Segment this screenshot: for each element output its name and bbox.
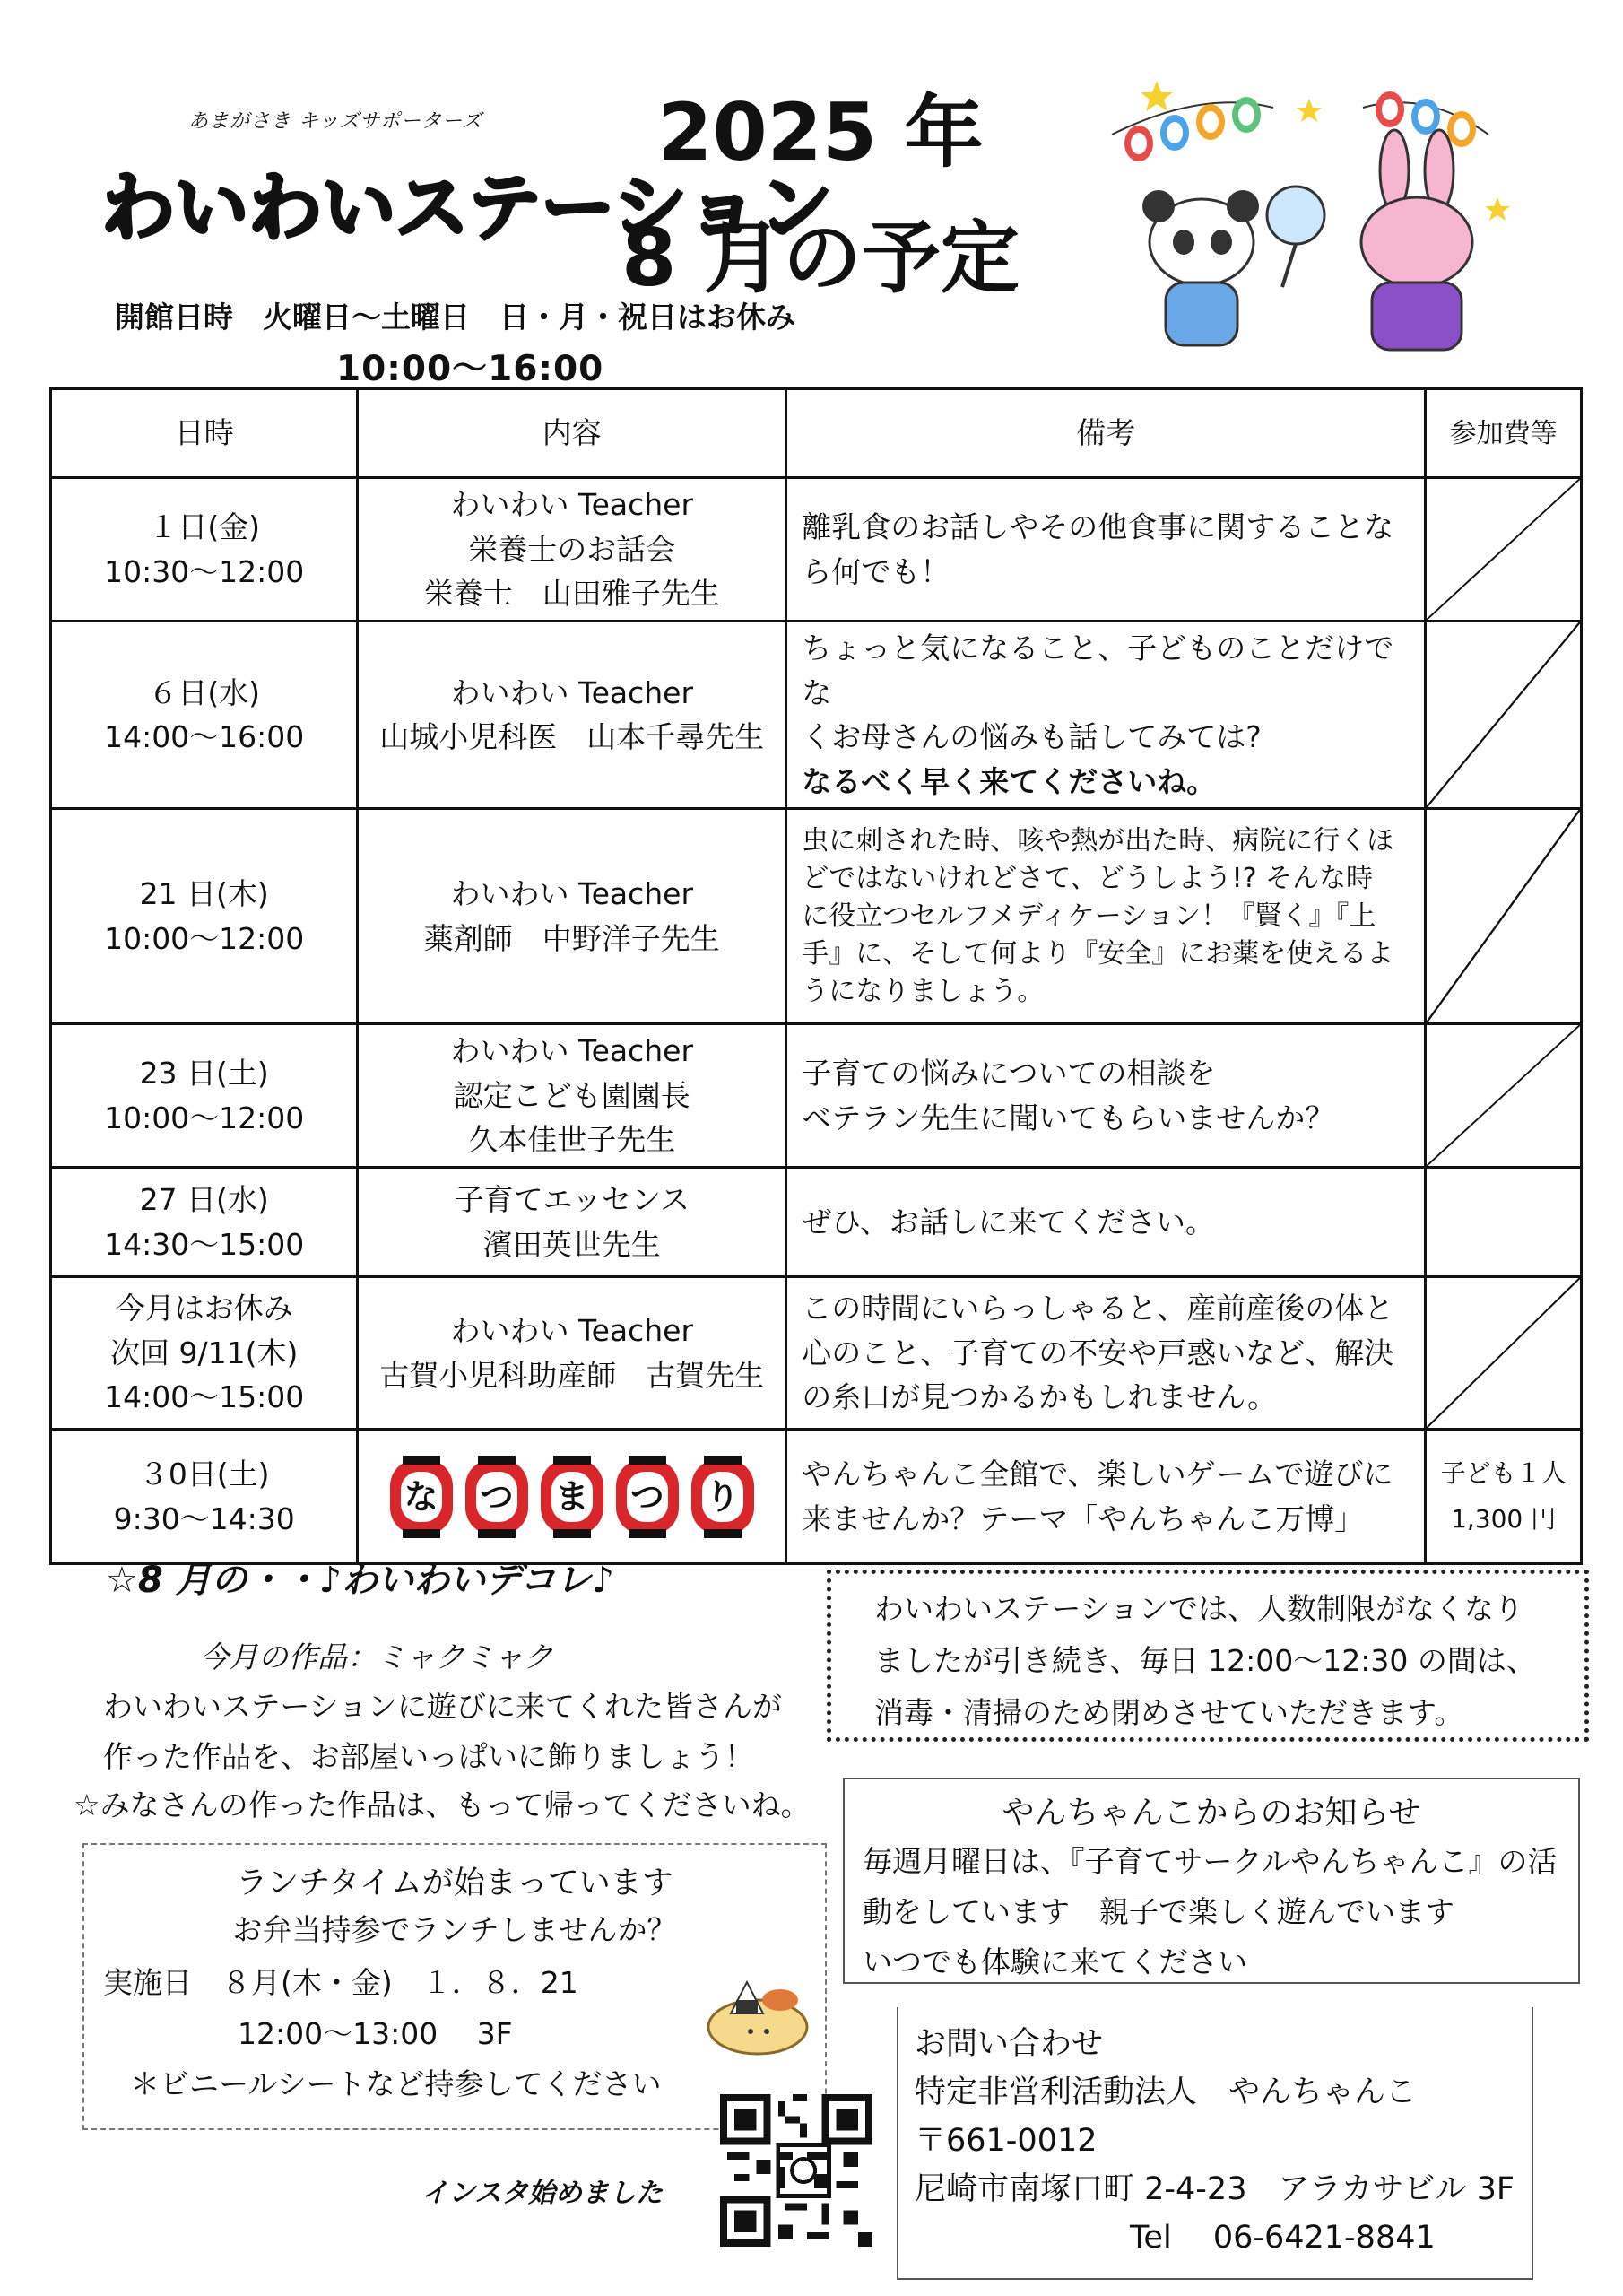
rabbit-icon <box>1361 130 1472 350</box>
note-line: 手』に、そして何より『安全』にお薬を使えるよ <box>802 937 1394 970</box>
decor-line: わいわいステーションに遊びに来てくれた皆さんが <box>103 1689 783 1724</box>
content-line: 栄養士のお話会 <box>468 531 676 567</box>
lantern-char: つ <box>627 1472 668 1522</box>
open-hours: 10:00～16:00 <box>336 349 604 389</box>
date-text: 次回 9/11(木) <box>110 1335 299 1370</box>
decor-line: 作った作品を、お部屋いっぱいに飾りましょう！ <box>103 1739 754 1774</box>
lantern-char: つ <box>476 1472 517 1522</box>
lantern-icon <box>390 1459 453 1535</box>
decor-note: ☆みなさんの作った作品は、もって帰ってくださいね。 <box>74 1787 811 1822</box>
yanchanko-line: 動をしています 親子で楽しく遊んでいます <box>863 1894 1454 1929</box>
bento-box-icon <box>704 1960 812 2058</box>
content-line: 栄養士 山田雅子先生 <box>423 576 720 612</box>
note-line: この時間にいらっしゃると、産前産後の体と <box>802 1291 1394 1326</box>
note-line: どではないけれどさて、どうしよう!? そんな時 <box>802 862 1374 894</box>
date-text: 今月はお休み <box>115 1291 293 1326</box>
date-text: 27 日(水) <box>139 1182 269 1217</box>
notice-line: 消毒・清掃のため閉めさせていただきます。 <box>874 1695 1464 1730</box>
content-line: 濱田英世先生 <box>482 1226 661 1262</box>
lantern-char: り <box>702 1472 743 1522</box>
table-row <box>51 809 1582 1024</box>
content-line: 古賀小児科助産師 古賀先生 <box>379 1357 765 1393</box>
notice-line: ましたが引き続き、毎日 12:00～12:30 の間は、 <box>874 1643 1536 1678</box>
header-note: 備考 <box>786 389 1426 478</box>
note-cell <box>786 1024 1426 1168</box>
table-row <box>51 478 1582 622</box>
table-row <box>51 1430 1582 1564</box>
uchiwa-fan-icon <box>1267 187 1324 287</box>
fee-cell-empty <box>1426 1277 1582 1430</box>
content-cell <box>358 622 786 809</box>
fee-cell-empty <box>1426 1024 1582 1168</box>
note-cell <box>786 622 1426 809</box>
fee-line: 1,300 円 <box>1451 1503 1557 1534</box>
fee-cell <box>1426 1430 1582 1564</box>
date-text: 21 日(木) <box>139 876 269 911</box>
logo-graphic <box>94 135 833 283</box>
lantern-icon <box>691 1459 754 1535</box>
content-cell <box>358 1168 786 1277</box>
date-cell <box>51 478 358 622</box>
date-cell <box>51 1277 358 1430</box>
content-line: 久本佳世子先生 <box>468 1122 676 1158</box>
note-line: やんちゃんこ全館で、楽しいゲームで遊びに <box>802 1457 1393 1492</box>
date-text: ６日(水) <box>148 674 261 710</box>
contact-label: お問い合わせ <box>915 2026 1104 2062</box>
contact-info <box>915 2020 1515 2262</box>
note-line: の糸口が見つかるかもしれません。 <box>802 1379 1278 1415</box>
note-line: 心のこと、子育ての不安や戸惑いなど、解決 <box>802 1335 1394 1370</box>
content-cell <box>358 1277 786 1430</box>
content-line: 薬剤師 中野洋子先生 <box>423 920 720 956</box>
lunch-days: 実施日 ８月(木・金) １．８．21 <box>103 1965 578 2000</box>
yanchanko-line: いつでも体験に来てください <box>863 1944 1247 1979</box>
yanchanko-text <box>863 1837 1571 1987</box>
fee-cell-empty <box>1426 809 1582 1024</box>
contact-org: 特定非営利活動法人 やんちゃんこ <box>915 2074 1418 2110</box>
content-line: わいわい Teacher <box>450 674 694 710</box>
header-fee: 参加費等 <box>1426 389 1582 478</box>
note-line: ぜひ、お話しに来てください。 <box>802 1204 1215 1239</box>
date-text: １日(金) <box>148 509 261 544</box>
diagonal-slash-icon <box>1427 622 1580 807</box>
content-line: わいわい Teacher <box>450 1313 694 1348</box>
yanchanko-line: 毎週月曜日は、『子育てサークルやんちゃんこ』の活 <box>863 1844 1558 1879</box>
festival-animals-illustration <box>1103 63 1524 368</box>
notice-line: わいわいステーションでは、人数制限がなくなり <box>874 1591 1524 1626</box>
table-row <box>51 622 1582 809</box>
note-cell <box>786 478 1426 622</box>
decor-body <box>103 1682 782 1782</box>
time-text: 10:30～12:00 <box>104 553 305 589</box>
header-content: 内容 <box>358 389 786 478</box>
diagonal-slash-icon <box>1427 479 1580 620</box>
diagonal-slash-icon <box>1427 810 1580 1022</box>
date-cell <box>51 1430 358 1564</box>
natsumatsuri-lanterns <box>366 1459 777 1535</box>
logo-subtitle: あまがさき キッズサポーターズ <box>188 110 483 133</box>
fee-cell-empty <box>1426 478 1582 622</box>
content-line: 子育てエッセンス <box>454 1182 690 1217</box>
note-cell <box>786 809 1426 1024</box>
closure-notice <box>874 1583 1574 1739</box>
date-text: 23 日(土) <box>139 1056 269 1091</box>
decor-title: ☆8 月の・・♪わいわいデコレ♪ <box>106 1560 615 1601</box>
header-date: 日時 <box>51 389 358 478</box>
date-cell <box>51 622 358 809</box>
title-year: 2025 年 <box>657 86 984 178</box>
content-line: 認定こども園園長 <box>453 1077 690 1113</box>
content-cell <box>358 1024 786 1168</box>
note-line: ちょっと気になること、子どものことだけでな <box>802 631 1394 710</box>
content-line: わいわい Teacher <box>450 487 694 523</box>
panda-icon <box>1142 190 1259 345</box>
table-header-row <box>51 389 1582 478</box>
fee-cell-empty <box>1426 622 1582 809</box>
date-text: ３0日(土) <box>138 1457 270 1492</box>
time-text: 14:00～16:00 <box>104 719 305 754</box>
diagonal-slash-icon <box>1427 1278 1580 1428</box>
note-line: に役立つセルフメディケーション！『賢く』『上 <box>802 900 1376 932</box>
content-cell <box>358 809 786 1024</box>
lantern-icon <box>465 1459 528 1535</box>
time-text: 10:00～12:00 <box>104 920 305 956</box>
table-row <box>51 1168 1582 1277</box>
content-line: わいわい Teacher <box>450 1033 694 1069</box>
table-row <box>51 1024 1582 1168</box>
title-month: 8 月の予定 <box>621 212 1020 304</box>
note-cell <box>786 1277 1426 1430</box>
fee-cell-blank <box>1426 1168 1582 1277</box>
content-line: 山城小児科医 山本千尋先生 <box>379 719 765 754</box>
decor-work: 今月の作品：ミャクミャク <box>199 1639 553 1674</box>
logo-title-text: わいわいステーション <box>101 166 833 251</box>
note-line: うになりましょう。 <box>802 975 1045 1007</box>
contact-divider <box>897 2007 898 2280</box>
lantern-icon <box>541 1459 603 1535</box>
note-line: 離乳食のお話しやその他食事に関することな <box>802 509 1394 544</box>
note-line: 来ませんか？テーマ「やんちゃんこ万博」 <box>802 1500 1365 1536</box>
lunch-time: 12:00～13:00 3F <box>238 2016 513 2051</box>
time-text: 10:00～12:00 <box>104 1100 305 1135</box>
instagram-qr-code[interactable] <box>720 2094 872 2247</box>
lunch-title: ランチタイムが始まっています <box>236 1866 673 1901</box>
content-line: わいわい Teacher <box>450 876 694 911</box>
fee-line: 子ども１人 <box>1440 1458 1567 1489</box>
contact-address: 尼崎市南塚口町 2-4-23 アラカサビル 3F <box>915 2171 1515 2207</box>
contact-zip: 〒661-0012 <box>915 2123 1098 2159</box>
diagonal-slash-icon <box>1427 1025 1580 1166</box>
schedule-table <box>49 387 1583 1565</box>
note-line: 子育ての悩みについての相談を <box>802 1056 1216 1091</box>
note-cell <box>786 1430 1426 1564</box>
lantern-string-icon <box>1124 91 1476 161</box>
date-cell <box>51 809 358 1024</box>
content-cell <box>358 478 786 622</box>
note-cell <box>786 1168 1426 1277</box>
time-text: 14:00～15:00 <box>104 1379 305 1415</box>
date-cell <box>51 1168 358 1277</box>
note-line: 虫に刺された時、咳や熱が出た時、病院に行くほ <box>802 824 1394 857</box>
note-line: ベテラン先生に聞いてもらいませんか？ <box>802 1100 1335 1135</box>
lunch-subtitle: お弁当持参でランチしませんか？ <box>232 1912 677 1947</box>
contact-tel[interactable]: Tel 06-6421-8841 <box>1130 2220 1436 2256</box>
lantern-char: ま <box>551 1472 593 1522</box>
date-cell <box>51 1024 358 1168</box>
note-line-bold: なるべく早く来てくださいね。 <box>802 763 1217 799</box>
open-days: 開館日時 火曜日～土曜日 日・月・祝日はお休み <box>115 300 795 335</box>
note-line: くお母さんの悩みも話してみては? <box>802 719 1262 754</box>
content-cell <box>358 1430 786 1564</box>
lantern-char: な <box>401 1472 442 1522</box>
time-text: 9:30～14:30 <box>113 1500 295 1536</box>
instagram-notice: インスタ始めました <box>421 2178 664 2209</box>
table-row <box>51 1277 1582 1430</box>
yanchanko-title: やんちゃんこからのお知らせ <box>1002 1795 1421 1831</box>
note-line: ら何でも！ <box>802 553 950 589</box>
lunch-note: ＊ビニールシートなど持参してください <box>130 2066 662 2101</box>
lantern-icon <box>616 1459 679 1535</box>
time-text: 14:30～15:00 <box>104 1226 305 1262</box>
